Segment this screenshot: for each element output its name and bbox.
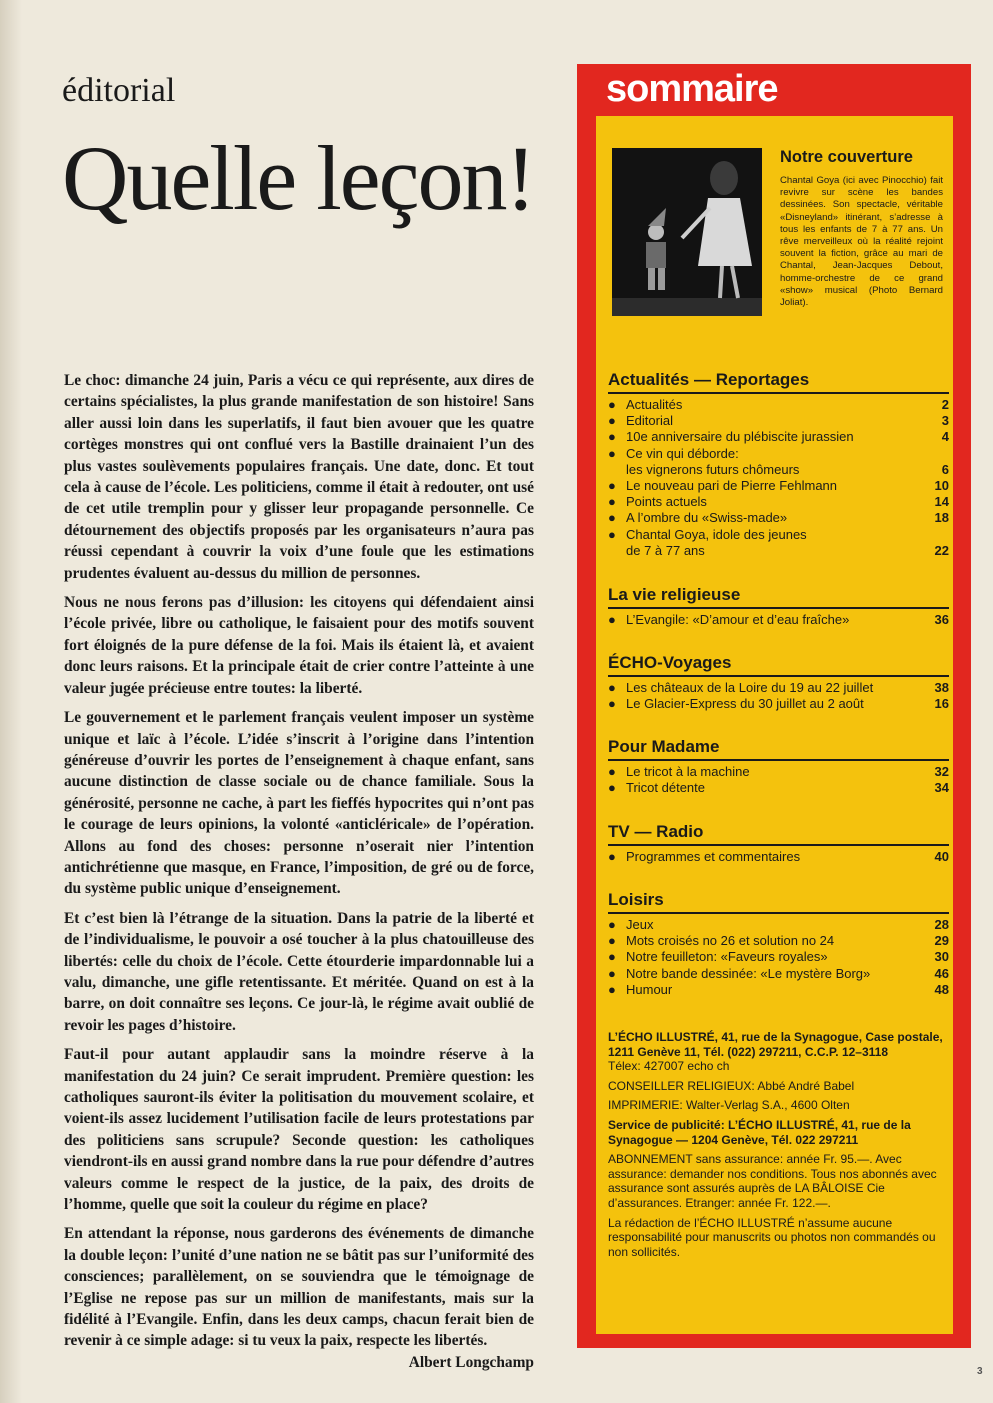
imprint-publisher: L’ÉCHO ILLUSTRÉ, 41, rue de la Synagogue, Case postale, 1211 Genève 11, Tél. (022) 297211, C.C.P. 12–3118	[608, 1030, 943, 1059]
article-paragraph: Faut-il pour autant applaudir sans la moindre réserve à la manifestation du 24 juin? Ce serait imprudent. Première question: les catholiques sauront-ils éviter la politisation du mouvement scolaire, et voient-ils assez lucidement l’utilisation facile de leurs protestations par des politiciens sans scrupule? Seconde question: les catholiques viendront-ils en aussi grand nombre dans la rue pour défendre d’autres valeurs comme le respect de la justice, de la paix, des droits de l’homme, quelle que soit la couleur du régime en place?	[64, 1046, 534, 1214]
imprint-disclaimer: La rédaction de l’ÉCHO ILLUSTRÉ n’assume aucune responsabilité pour manuscrits ou photos non commandés ou non sollicités.	[608, 1215, 936, 1259]
imprint-subscription: ABONNEMENT sans assurance: année Fr. 95.—. Avec assurance: demander nos conditions. Tous nos abonnés avec assurance sont assurés auprès de LA BÂLOISE Cie d’assurances. Etranger: année Fr. 122.—.	[608, 1152, 937, 1210]
toc-item-page: 14	[934, 494, 949, 510]
toc-item	[608, 478, 949, 494]
toc-item-label: les vignerons futurs chômeurs	[626, 461, 800, 477]
toc-item-label: Jeux	[626, 917, 654, 932]
bullet-icon: ●	[608, 780, 616, 796]
toc-item	[608, 494, 949, 510]
bullet-icon: ●	[608, 917, 616, 932]
page-binding-edge	[0, 0, 22, 1403]
bullet-icon: ●	[608, 612, 616, 627]
toc-item-page: 18	[934, 510, 949, 526]
toc-item-page: 29	[934, 933, 949, 949]
toc-item	[608, 413, 949, 429]
author-signature: Albert Longchamp	[408, 1353, 534, 1371]
toc-item	[608, 446, 949, 462]
imprint-ads: Service de publicité: L’ÉCHO ILLUSTRÉ, 41, rue de la Synagogue — 1204 Genève, Tél. 022 297211	[608, 1117, 911, 1147]
bullet-icon: ●	[608, 949, 616, 965]
toc-item-label: Humour	[626, 981, 673, 997]
section-label: éditorial	[62, 72, 176, 109]
bullet-icon: ●	[608, 526, 616, 542]
toc-item	[608, 397, 949, 413]
toc-section-pour-madame	[608, 737, 949, 796]
toc-item-label: Le Glacier-Express du 30 juillet au 2 août	[626, 696, 864, 712]
article-paragraph: Nous ne nous ferons pas d’illusion: les citoyens qui défendaient ainsi l’école privée, libre ou catholique, le faisaient pour des motifs souvent fort éloignés de la pure défense de la foi. Mais ils étaient là, et avaient donc leurs raisons. Et la principale était de crier contre l’atteinte à une valeur jugée précieuse entre toutes: la liberté.	[64, 594, 534, 697]
article-paragraph: Le gouvernement et le parlement français veulent imposer un système unique et laïc à l’école. L’idée s’inscrit à l’origine dans l’intention généreuse d’ouvrir les portes de l’enseignement à chaque enfant, sans aucune distinction de classe sociale ou de chance familiale. Sous la générosité, personne ne cache, à part les fieffés hypocrites qui n’ont pas le courage de leurs opinions, la volonté «anticléricale» de l’opération. Allons au fond des choses: personne n’oserait nier l’intention antichrétienne que masque, en France, l’imposition, de gré ou de force, du système public unique d’enseignement.	[64, 709, 534, 898]
toc-item-page: 22	[934, 542, 949, 558]
toc-item	[608, 510, 949, 526]
toc-item-label: Notre bande dessinée: «Le mystère Borg»	[626, 965, 871, 981]
toc-item-label: Tricot détente	[626, 780, 706, 796]
toc-item-page: 36	[934, 612, 949, 627]
toc-item-page: 46	[934, 965, 949, 981]
cover-photo-image	[612, 148, 762, 316]
toc-item	[608, 429, 949, 445]
toc-section-title: Pour Madame	[608, 737, 949, 761]
editorial-headline: Quelle leçon!	[62, 127, 535, 229]
toc-item	[608, 696, 949, 712]
toc-section-actualites	[608, 370, 949, 559]
toc-item-page: 4	[941, 429, 949, 445]
bullet-icon: ●	[608, 478, 616, 494]
toc-item	[608, 933, 949, 949]
toc-item-page: 34	[934, 780, 949, 796]
toc-item	[608, 612, 949, 628]
toc-section-title: Loisirs	[608, 890, 949, 914]
bullet-icon: ●	[608, 494, 616, 510]
article-paragraph	[64, 1223, 534, 1371]
toc-item	[608, 966, 949, 982]
toc-item-page: 2	[941, 397, 949, 412]
toc-item-label: Actualités	[626, 397, 683, 412]
article-paragraph: Le choc: dimanche 24 juin, Paris a vécu ce qui représente, aux dires de certains spécialistes, la plus grande manifestation de son histoire! Sans aller aussi loin dans les superlatifs, il faut bien avouer que les quatre cortèges monstres qui ont conflué vers la Bastille drainaient l’un des plus vastes soulèvements populaires français. Une date, donc. Et tout cela à cause de l’école. Les politiciens, comme il était à redouter, ont usé de cet utile tremplin pour y glisser leur propagande personnelle. Ce détournement des objectifs proposés par les organisateurs n’aura pas réussi cependant à couvrir la voix d’une foule que les estimations prudentes évaluent au-dessus du million de personnes.	[64, 372, 534, 582]
toc-section-vie-religieuse	[608, 585, 949, 628]
toc-item-label: de 7 à 77 ans	[626, 542, 705, 558]
bullet-icon: ●	[608, 680, 616, 695]
toc-section-title: Actualités — Reportages	[608, 370, 949, 394]
toc-section-tv-radio	[608, 822, 949, 865]
toc-item	[608, 764, 949, 780]
toc-item-page: 16	[934, 696, 949, 712]
toc-item-label: A l’ombre du «Swiss-made»	[626, 510, 788, 526]
toc-item	[608, 462, 949, 478]
cover-heading: Notre couverture	[780, 148, 913, 166]
page-number: 3	[977, 1366, 983, 1377]
toc-section-title: TV — Radio	[608, 822, 949, 846]
article-paragraph-text: En attendant la réponse, nous garderons des événements de dimanche la double leçon: l’unité d’une nation ne se bâtit pas sur l’uniformité des consciences; parallèlement, on se souviendra que le témoignage de l’Eglise ne repose pas sur un million de manifestants, mais sur la fidélité à l’Evangile. Enfin, dans les deux camps, chacun ferait bien de revenir à ce simple adage: si tu veux la paix, respecte les libertés.	[64, 1225, 534, 1350]
toc-item	[608, 543, 949, 559]
bullet-icon: ●	[608, 510, 616, 526]
toc-item-page: 48	[934, 981, 949, 997]
bullet-icon: ●	[608, 397, 616, 412]
bullet-icon: ●	[608, 696, 616, 712]
toc-item-page: 28	[934, 917, 949, 932]
toc-item-page: 30	[934, 949, 949, 965]
cover-photo	[612, 148, 762, 316]
toc-item-label: Les châteaux de la Loire du 19 au 22 juillet	[626, 680, 874, 695]
toc-item-page: 32	[934, 764, 949, 779]
bullet-icon: ●	[608, 413, 616, 429]
toc-section-echo-voyages	[608, 653, 949, 712]
bullet-icon: ●	[608, 849, 616, 864]
bullet-icon: ●	[608, 933, 616, 949]
toc-item-label: Notre feuilleton: «Faveurs royales»	[626, 949, 828, 965]
imprint-printer: IMPRIMERIE: Walter-Verlag S.A., 4600 Olten	[608, 1098, 850, 1113]
bullet-icon: ●	[608, 764, 616, 779]
toc-item	[608, 680, 949, 696]
toc-section-title: La vie religieuse	[608, 585, 949, 609]
toc-item	[608, 917, 949, 933]
cover-caption: Chantal Goya (ici avec Pinocchio) fait revivre sur scène les bandes dessinées. Son spectacle, véritable «Disneyland» itinérant, s’adresse à tous les enfants de 7 à 77 ans. Un rêve merveilleux où la réalité rejoint souvent la fiction, grâce au mari de Chantal, Jean-Jacques Debout, homme-orchestre de ce grand «show» musical (Photo Bernard Joliat).	[780, 175, 943, 309]
toc-item-page: 40	[934, 849, 949, 864]
toc-item-label: Le tricot à la machine	[626, 764, 750, 779]
toc-item-page: 38	[934, 680, 949, 695]
toc-section-loisirs	[608, 890, 949, 998]
imprint-telex: Télex: 427007 echo ch	[608, 1059, 730, 1074]
toc-item-label: L’Evangile: «D’amour et d’eau fraîche»	[626, 612, 850, 627]
toc-item-label: 10e anniversaire du plébiscite jurassien	[626, 429, 854, 445]
bullet-icon: ●	[608, 445, 616, 461]
toc-item	[608, 949, 949, 965]
imprint	[608, 1030, 948, 1259]
toc-item-page: 3	[941, 413, 949, 429]
toc-item-page	[919, 527, 949, 543]
bullet-icon: ●	[608, 981, 616, 997]
toc-item-label: Le nouveau pari de Pierre Fehlmann	[626, 478, 838, 494]
toc-item-label: Ce vin qui déborde:	[626, 445, 739, 461]
toc-item	[608, 527, 949, 543]
toc-item	[608, 780, 949, 796]
article-paragraph: Et c’est bien là l’étrange de la situation. Dans la patrie de la liberté et de l’individualisme, le pouvoir a osé toucher à la plus chatouilleuse des libertés: celle du choix de l’école. Cette étourderie impardonnable lui a valu, dimanche, une gifle retentissante. Et méritée. Quand on est à la barre, on doit connaître ses leçons. Ce jour-là, le régime avait oublié de revoir les pages d’histoire.	[64, 909, 534, 1034]
bullet-icon: ●	[608, 965, 616, 981]
toc-item-label: Editorial	[626, 413, 673, 429]
toc-item-page: 10	[934, 478, 949, 494]
toc-item-label: Chantal Goya, idole des jeunes	[626, 526, 807, 542]
toc-section-title: ÉCHO-Voyages	[608, 653, 949, 677]
sommaire-title: sommaire	[606, 68, 778, 110]
editorial-article	[64, 370, 534, 1373]
toc-item	[608, 849, 949, 865]
toc-item-page: 6	[941, 461, 949, 477]
toc-item	[608, 982, 949, 998]
toc-item-label: Mots croisés no 26 et solution no 24	[626, 933, 835, 949]
imprint-adviser: CONSEILLER RELIGIEUX: Abbé André Babel	[608, 1078, 855, 1093]
bullet-icon: ●	[608, 429, 616, 445]
toc-item-label: Points actuels	[626, 494, 707, 510]
toc-item-page	[919, 446, 949, 462]
toc-item-label: Programmes et commentaires	[626, 849, 801, 864]
